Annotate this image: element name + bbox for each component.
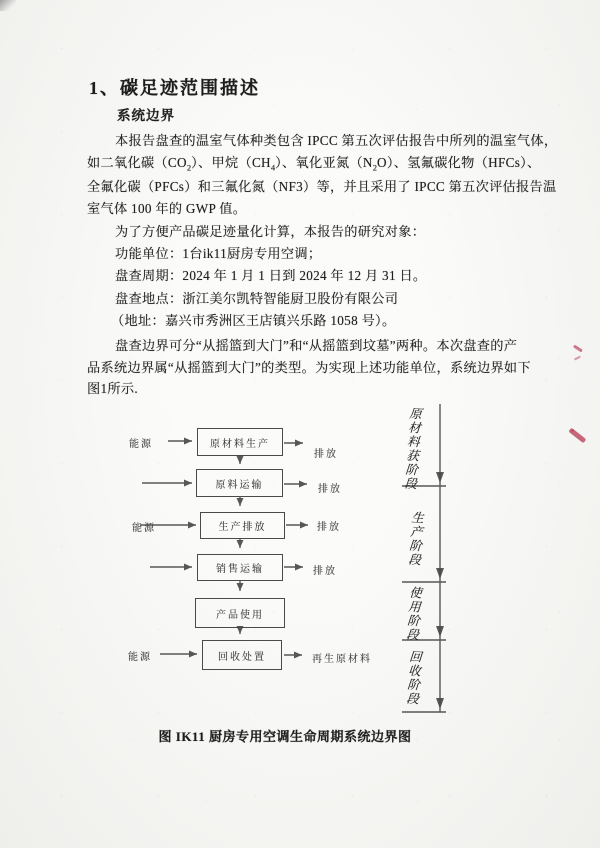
figure-caption: 图 IK11 厨房专用空调生命周期系统边界图 bbox=[158, 729, 412, 744]
recycled-material-label: 再生原材料 bbox=[312, 654, 372, 665]
section-heading: 系统边界 bbox=[117, 108, 175, 123]
gas-subscript: 2 bbox=[372, 162, 378, 173]
energy-label: 能源 bbox=[128, 652, 152, 663]
gases-text: 如二氧化碳（CO bbox=[87, 155, 187, 170]
paragraph-line: 品系统边界属“从摇篮到大门”的类型。为实现上述功能单位，系统边界如下 bbox=[87, 360, 531, 375]
paragraph-line: 图1所示. bbox=[87, 381, 138, 396]
paragraph-line-gases bbox=[87, 152, 541, 173]
paragraph-line-functional-unit: 功能单位：1台ik11厨房专用空调； bbox=[115, 246, 322, 261]
stage-label-raw-material-acquisition: 原材料获阶段 bbox=[402, 406, 422, 492]
emission-label: 排放 bbox=[314, 449, 338, 460]
paragraph-line: 本报告盘查的温室气体种类包含 IPCC 第五次评估报告中所列的温室气体， bbox=[115, 133, 558, 148]
emission-label: 排放 bbox=[313, 566, 337, 577]
flow-box-production-emission: 生产排放 bbox=[200, 512, 285, 539]
stage-arrowhead-4 bbox=[436, 698, 444, 709]
gas-subscript: 2 bbox=[186, 162, 192, 173]
stage-label-recycling: 回收阶段 bbox=[404, 649, 422, 707]
stage-arrowhead-2 bbox=[436, 568, 444, 579]
gases-text: ）、甲烷（CH bbox=[191, 155, 271, 170]
emission-label: 排放 bbox=[317, 522, 341, 533]
stage-arrowhead-1 bbox=[436, 472, 444, 483]
paragraph-line-inventory-period: 盘查周期：2024 年 1 月 1 日到 2024 年 12 月 31 日。 bbox=[115, 268, 427, 283]
stage-label-production: 生产阶段 bbox=[406, 510, 424, 568]
paragraph-line: 为了方便产品碳足迹量化计算，本报告的研究对象： bbox=[115, 224, 426, 239]
stage-label-use: 使用阶段 bbox=[404, 585, 422, 643]
emission-label: 排放 bbox=[318, 484, 342, 495]
flow-box-raw-material-transport: 原料运输 bbox=[196, 469, 283, 497]
flow-box-product-use: 产品使用 bbox=[195, 598, 285, 628]
flow-box-sales-transport: 销售运输 bbox=[197, 554, 283, 581]
energy-label: 能源 bbox=[132, 523, 156, 534]
gases-text: O）、氢氟碳化物（HFCs）、 bbox=[377, 155, 541, 170]
flow-box-raw-material-production: 原材料生产 bbox=[197, 428, 283, 456]
gases-text: ）、氧化亚氮（N bbox=[275, 155, 373, 170]
paragraph-line-address: （地址：嘉兴市秀洲区王店镇兴乐路 1058 号）。 bbox=[111, 313, 396, 328]
paragraph-line: 盘查边界可分“从摇篮到大门”和“从摇篮到坟墓”两种。本次盘查的产 bbox=[115, 338, 518, 353]
energy-label: 能源 bbox=[129, 439, 153, 450]
scan-corner-artifact bbox=[0, 0, 16, 11]
page-title: 1、碳足迹范围描述 bbox=[89, 78, 260, 98]
stage-arrowhead-3 bbox=[436, 626, 444, 637]
paragraph-line: 室气体 100 年的 GWP 值。 bbox=[87, 201, 247, 216]
paragraph-line-inventory-site: 盘查地点：浙江美尔凯特智能厨卫股份有限公司 bbox=[115, 291, 399, 306]
red-pen-mark bbox=[569, 428, 587, 443]
gas-subscript: 4 bbox=[270, 162, 276, 173]
flow-box-recycling-disposal: 回收处置 bbox=[202, 640, 282, 670]
red-pen-mark bbox=[573, 344, 583, 352]
red-pen-mark bbox=[574, 355, 581, 360]
paragraph-line: 全氟化碳（PFCs）和三氟化氮（NF3）等，并且采用了 IPCC 第五次评估报告温 bbox=[87, 179, 557, 194]
